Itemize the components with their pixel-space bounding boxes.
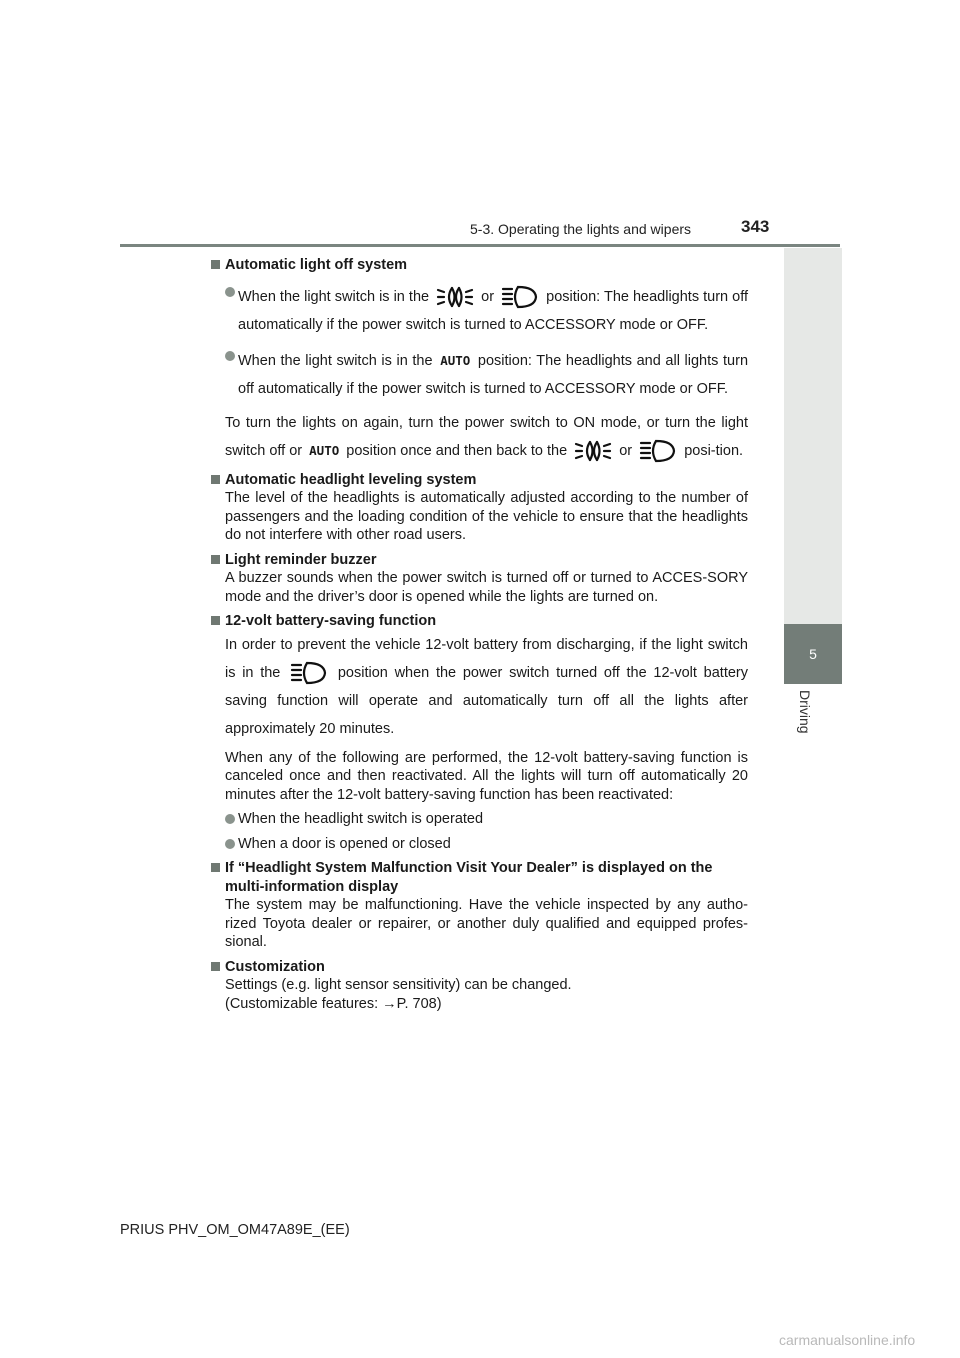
chapter-tab[interactable]: 5 bbox=[784, 624, 842, 684]
page-body bbox=[210, 256, 748, 1013]
parking-light-icon bbox=[436, 285, 474, 309]
auto-position-label: AUTO bbox=[440, 352, 471, 368]
side-band bbox=[784, 248, 842, 624]
header-rule bbox=[120, 244, 840, 247]
battery-text-2: When any of the following are performed, the 12-volt battery-saving function is canceled once and then reactivated. All the lights will turn off automatically 20 minutes after the 12-volt battery-saving function has been reactivated: bbox=[225, 749, 748, 803]
section-title-battery: 12-volt battery-saving function bbox=[210, 612, 748, 631]
battery-text-1: In order to prevent the vehicle 12-volt battery from discharging, if the light switch is in the position when the power switch turned off the 12-volt battery saving function will operate and automatically turn off all the lights after approximately 20 minutes. bbox=[225, 636, 748, 737]
bullet-battery-2: When a door is opened or closed bbox=[225, 835, 748, 854]
customization-line-1: Settings (e.g. light sensor sensitivity) can be changed. bbox=[225, 977, 572, 993]
bullet-auto-off-2: When the light switch is in the AUTO position: The headlights and all lights turn off automatically if the power switch is turned to ACCESSORY mode or OFF. bbox=[225, 347, 748, 403]
leveling-text: The level of the headlights is automatically adjusted according to the number of passengers and the loading condition of the vehicle to ensure that the headlights do not interfere with other road users. bbox=[225, 490, 748, 543]
headlight-icon bbox=[290, 661, 328, 685]
section-title-auto-off: Automatic light off system bbox=[210, 256, 748, 275]
parking-light-icon bbox=[574, 439, 612, 463]
headlight-icon bbox=[639, 439, 677, 463]
bullet-battery-1: When the headlight switch is operated bbox=[225, 810, 748, 829]
auto-position-label: AUTO bbox=[309, 442, 340, 458]
malfunction-text: The system may be malfunctioning. Have the vehicle inspected by any autho-rized Toyota dealer or repairer, or another duly qualified and equipped profes-sional. bbox=[225, 897, 748, 950]
header-section-title: 5-3. Operating the lights and wipers bbox=[470, 221, 692, 237]
section-title-leveling: Automatic headlight leveling system bbox=[210, 471, 748, 490]
page-number: 343 bbox=[741, 217, 770, 236]
footer-code: PRIUS PHV_OM_OM47A89E_(EE) bbox=[120, 1222, 350, 1238]
auto-off-note: To turn the lights on again, turn the power switch to ON mode, or turn the light switch off or AUTO position once and then back to the or posi-tion. bbox=[225, 409, 748, 465]
headlight-icon bbox=[501, 285, 539, 309]
chapter-label: Driving bbox=[797, 690, 813, 734]
bullet-auto-off-1: When the light switch is in the or position: The headlights turn off automatically if the power switch is turned to ACCESSORY mode or OFF. bbox=[225, 283, 748, 339]
section-title-customization: Customization bbox=[210, 958, 748, 977]
buzzer-text: A buzzer sounds when the power switch is turned off or turned to ACCES-SORY mode and the driver’s door is opened while the lights are turned on. bbox=[225, 570, 748, 605]
watermark: carmanualsonline.info bbox=[779, 1332, 916, 1348]
section-title-malfunction: If “Headlight System Malfunction Visit Your Dealer” is displayed on the multi-information display bbox=[210, 859, 748, 896]
customization-line-2[interactable]: (Customizable features: →P. 708) bbox=[225, 995, 442, 1012]
section-title-buzzer: Light reminder buzzer bbox=[210, 551, 748, 570]
